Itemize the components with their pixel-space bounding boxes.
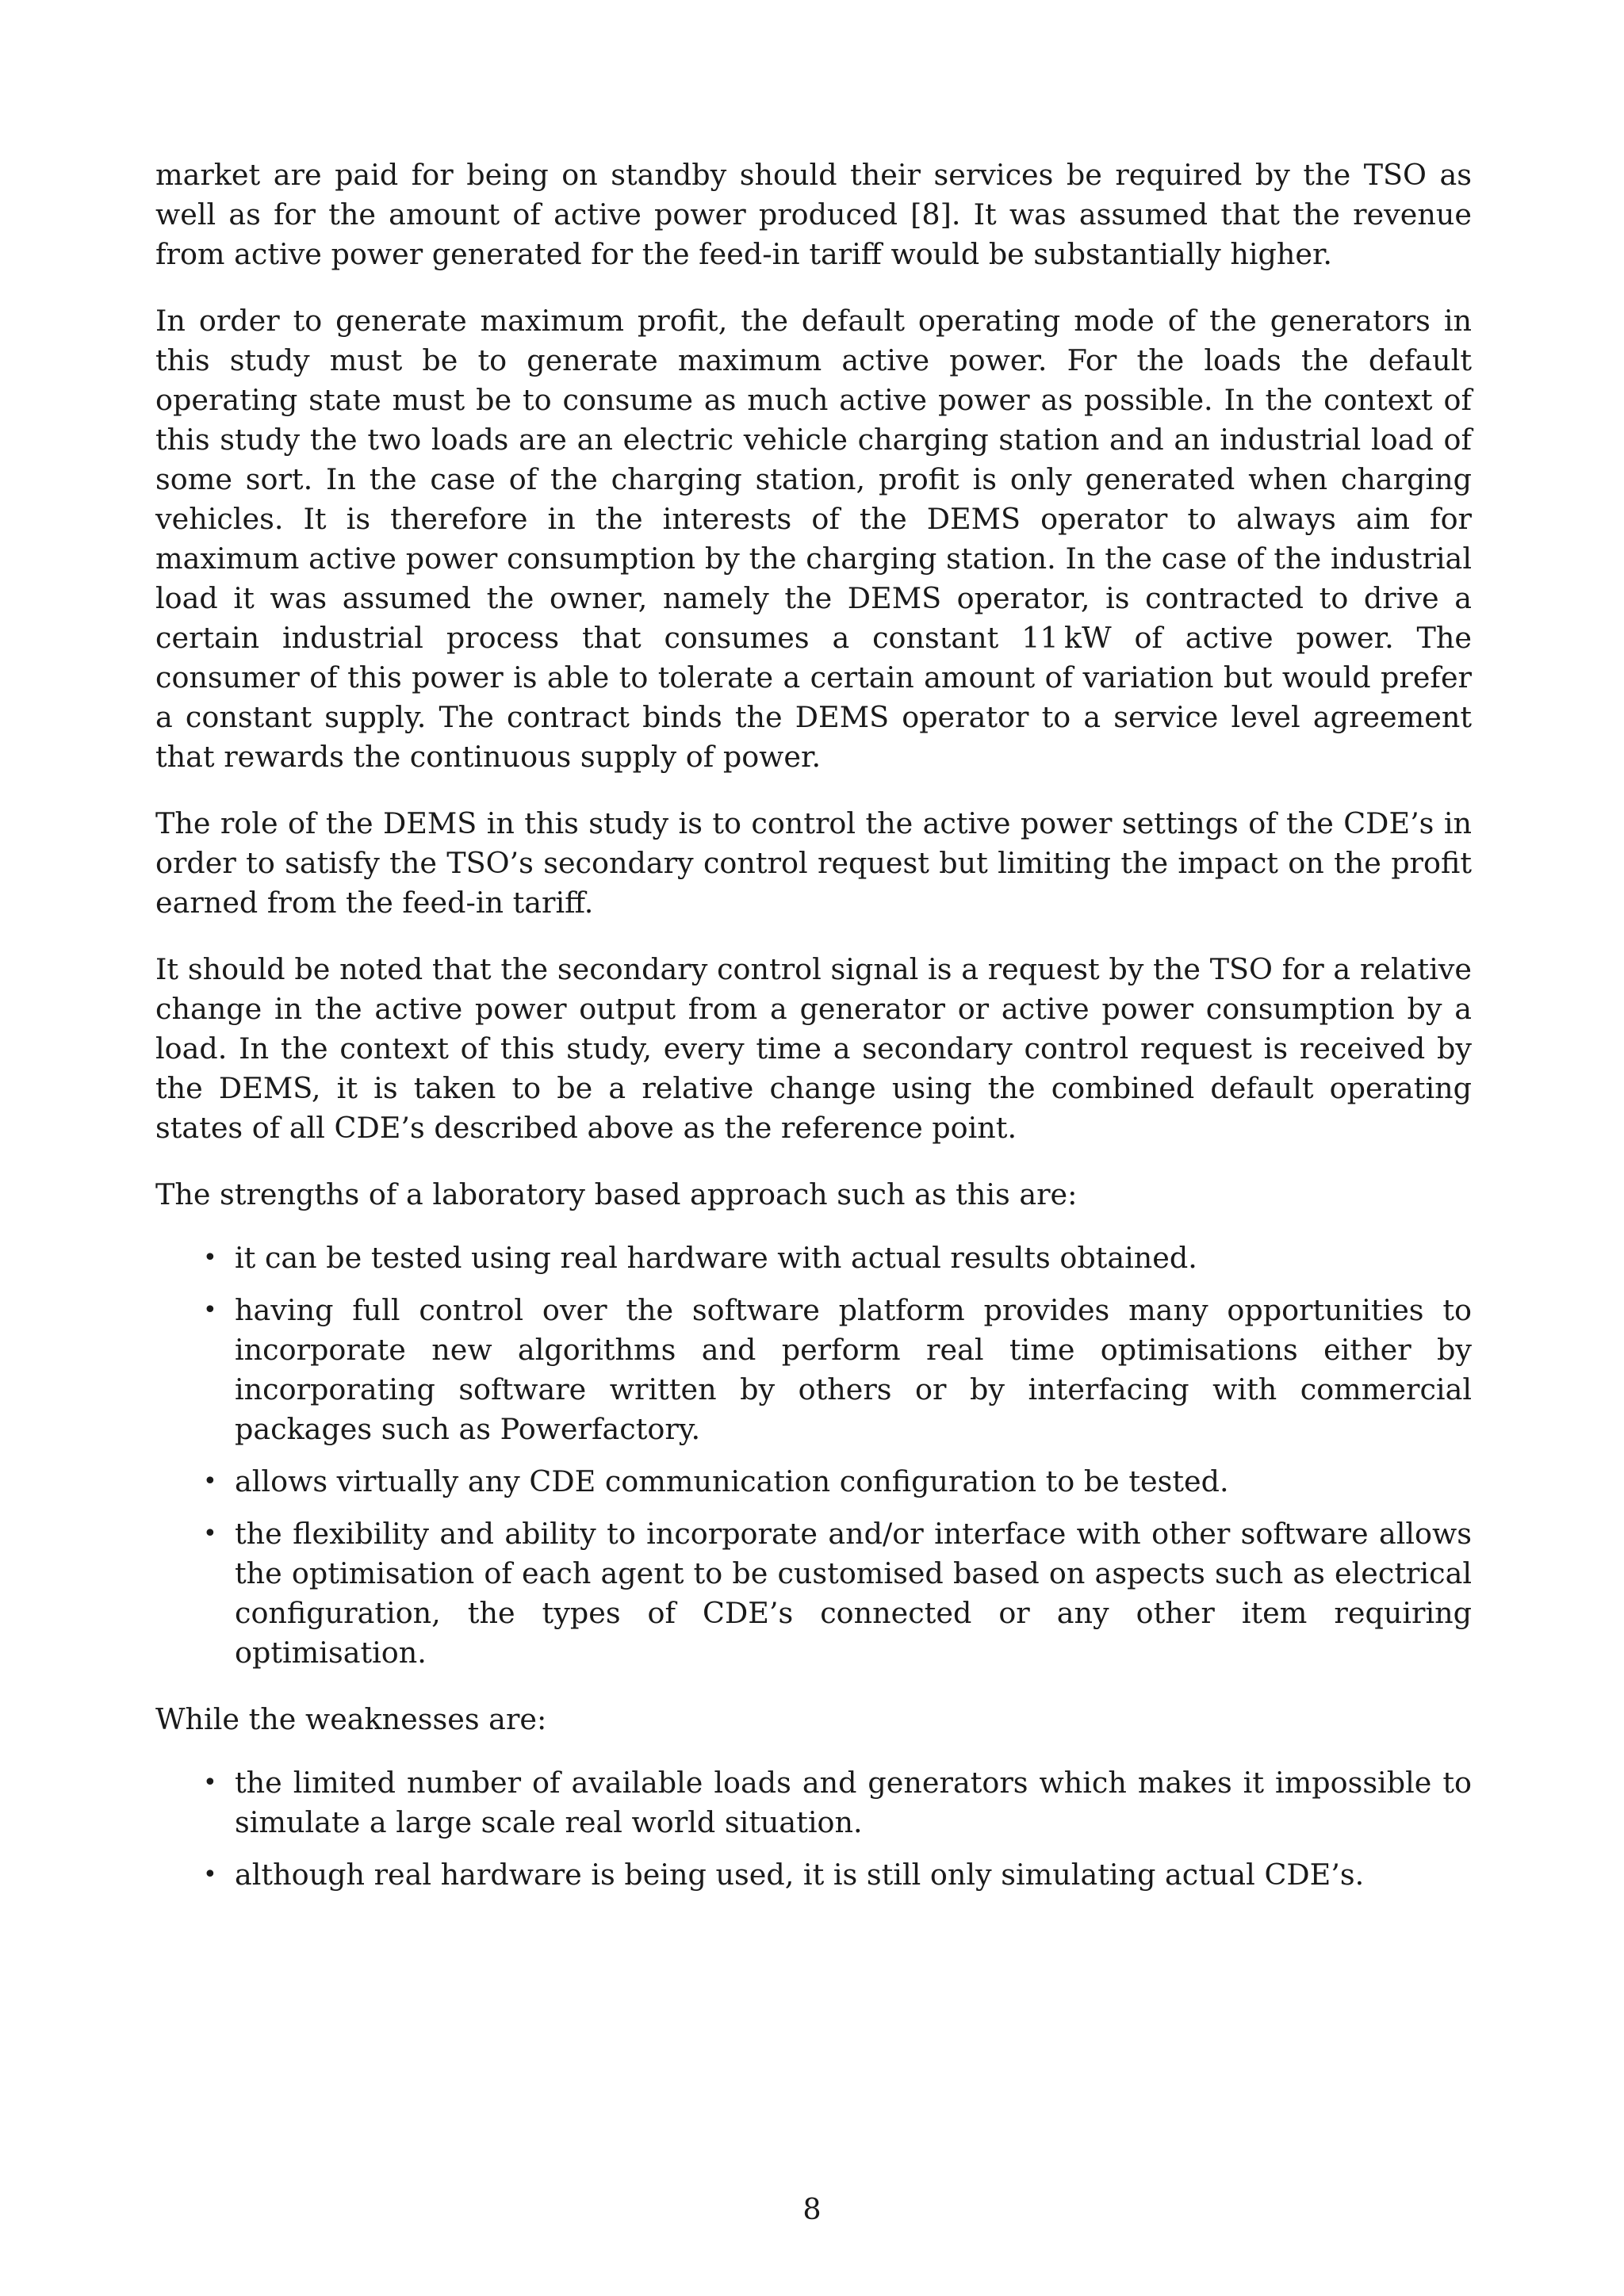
list-item-text: it can be tested using real hardware with actual results obtained. [235,1241,1197,1275]
bullet-icon: • [203,1861,217,1888]
bullet-icon: • [203,1244,217,1272]
bullet-icon: • [203,1296,217,1324]
bullet-icon: • [203,1468,217,1495]
bullet-icon: • [203,1520,217,1548]
strengths-list [155,1238,1472,1673]
paragraph-revenue: market are paid for being on standby should their services be required by the TSO as well as for the amount of active power produced [8]. It was assumed that the revenue from active power generated for the feed-in tariff would be substantially higher. [155,158,1472,271]
paragraph-operating-mode: In order to generate maximum profit, the default operating mode of the generators in this study must be to generate maximum active power. For the loads the default operating state must be to consume as much active power as possible. In the context of this study the two loads are an electric vehicle charging station and an industrial load of some sort. In the case of the charging station, profit is only generated when charging vehicles. It is therefore in the interests of the DEMS operator to always aim for maximum active power consumption by the charging station. In the case of the industrial load it was assumed the owner, namely the DEMS operator, is contracted to drive a certain industrial process that consumes a constant 11 kW of active power. The consumer of this power is able to tolerate a certain amount of variation but would prefer a constant supply. The contract binds the DEMS operator to a service level agreement that rewards the continuous supply of power. [155,304,1472,774]
page-number: 8 [802,2192,822,2226]
list-item [155,1462,1472,1502]
weaknesses-intro: While the weaknesses are: [155,1702,547,1736]
list-item-text: although real hardware is being used, it is still only simulating actual CDE’s. [235,1858,1365,1892]
paragraph-dems-role: The role of the DEMS in this study is to control the active power settings of the CDE’s in order to satisfy the TSO’s secondary control request but limiting the impact on the profit earned from the feed-in tariff. [155,806,1472,920]
list-item-text: allows virtually any CDE communication configuration to be tested. [235,1464,1229,1498]
page-body [155,155,1472,1922]
list-item [155,1291,1472,1449]
list-item-text: the flexibility and ability to incorporate and/or interface with other software allows the optimisation of each agent to be customised based on aspects such as electrical configuration, the types of CDE’s connected or any other item requiring optimisation. [235,1517,1472,1670]
list-item-text: having full control over the software platform provides many opportunities to incorporate new algorithms and perform real time optimisations either by incorporating software written by others or by interfacing with commercial packages such as Powerfactory. [235,1293,1472,1446]
list-item [155,1238,1472,1278]
list-item [155,1514,1472,1673]
list-item [155,1855,1472,1895]
weaknesses-list [155,1763,1472,1895]
list-item [155,1763,1472,1843]
bullet-icon: • [203,1769,217,1797]
list-item-text: the limited number of available loads and generators which makes it impossible to simulate a large scale real world situation. [235,1766,1472,1839]
paragraph-secondary-control: It should be noted that the secondary control signal is a request by the TSO for a relative change in the active power output from a generator or active power consumption by a load. In the context of this study, every time a secondary control request is received by the DEMS, it is taken to be a relative change using the combined default operating states of all CDE’s described above as the reference point. [155,952,1472,1145]
strengths-intro: The strengths of a laboratory based approach such as this are: [155,1177,1078,1211]
